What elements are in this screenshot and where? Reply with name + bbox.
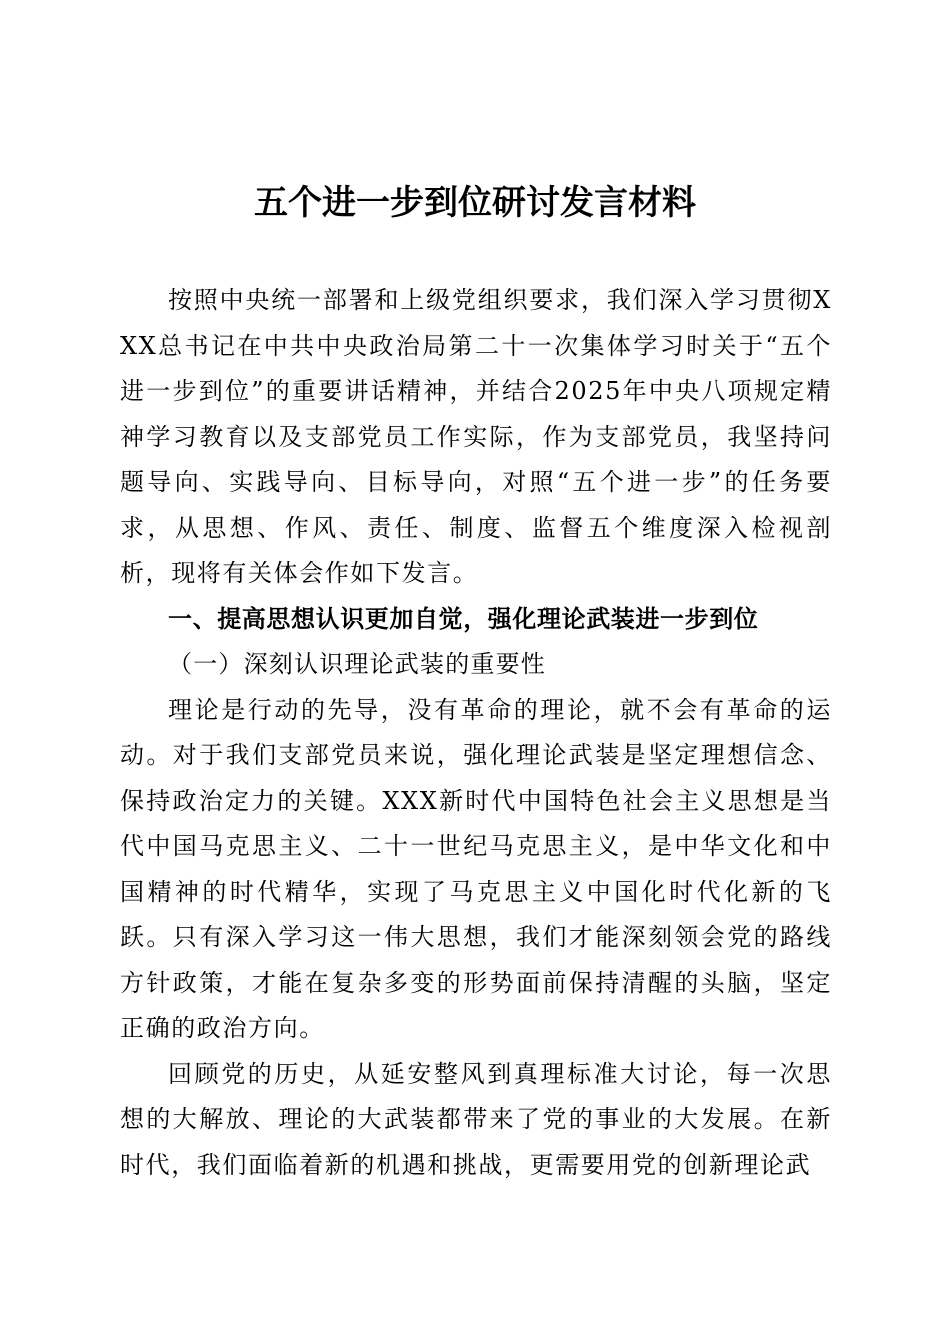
subsection-heading-1: （一）深刻认识理论武装的重要性 bbox=[168, 650, 546, 678]
section-heading-1: 一、提高思想认识更加自觉，强化理论武装进一步到位 bbox=[168, 604, 759, 633]
body-paragraph-1: 理论是行动的先导，没有革命的理论，就不会有革命的运动。对于我们支部党员来说，强化理论武装是坚定理想信念、保持政治定力的关键。XXX新时代中国特色社会主义思想是当代中国马克思主义、二十一世纪马克思主义，是中华文化和中国精神的时代精华，实现了马克思主义中国化时代化新的飞跃。只有深入学习这一伟大思想，我们才能深刻领会党的路线方针政策，才能在复杂多变的形势面前保持清醒的头脑，坚定正确的政治方向。 bbox=[120, 695, 832, 1042]
document-body bbox=[120, 278, 832, 1188]
intro-paragraph: 按照中央统一部署和上级党组织要求，我们深入学习贯彻XXX总书记在中共中央政治局第二十一次集体学习时关于“五个进一步到位”的重要讲话精神，并结合2025年中央八项规定精神学习教育以及支部党员工作实际，作为支部党员，我坚持问题导向、实践导向、目标导向，对照“五个进一步”的任务要求，从思想、作风、责任、制度、监督五个维度深入检视剖析，现将有关体会作如下发言。 bbox=[120, 286, 832, 587]
document-title: 五个进一步到位研讨发言材料 bbox=[254, 183, 696, 223]
body-paragraph-2: 回顾党的历史，从延安整风到真理标准大讨论，每一次思想的大解放、理论的大武装都带来了党的事业的大发展。在新时代，我们面临着新的机遇和挑战，更需要用党的创新理论武 bbox=[120, 1059, 832, 1179]
